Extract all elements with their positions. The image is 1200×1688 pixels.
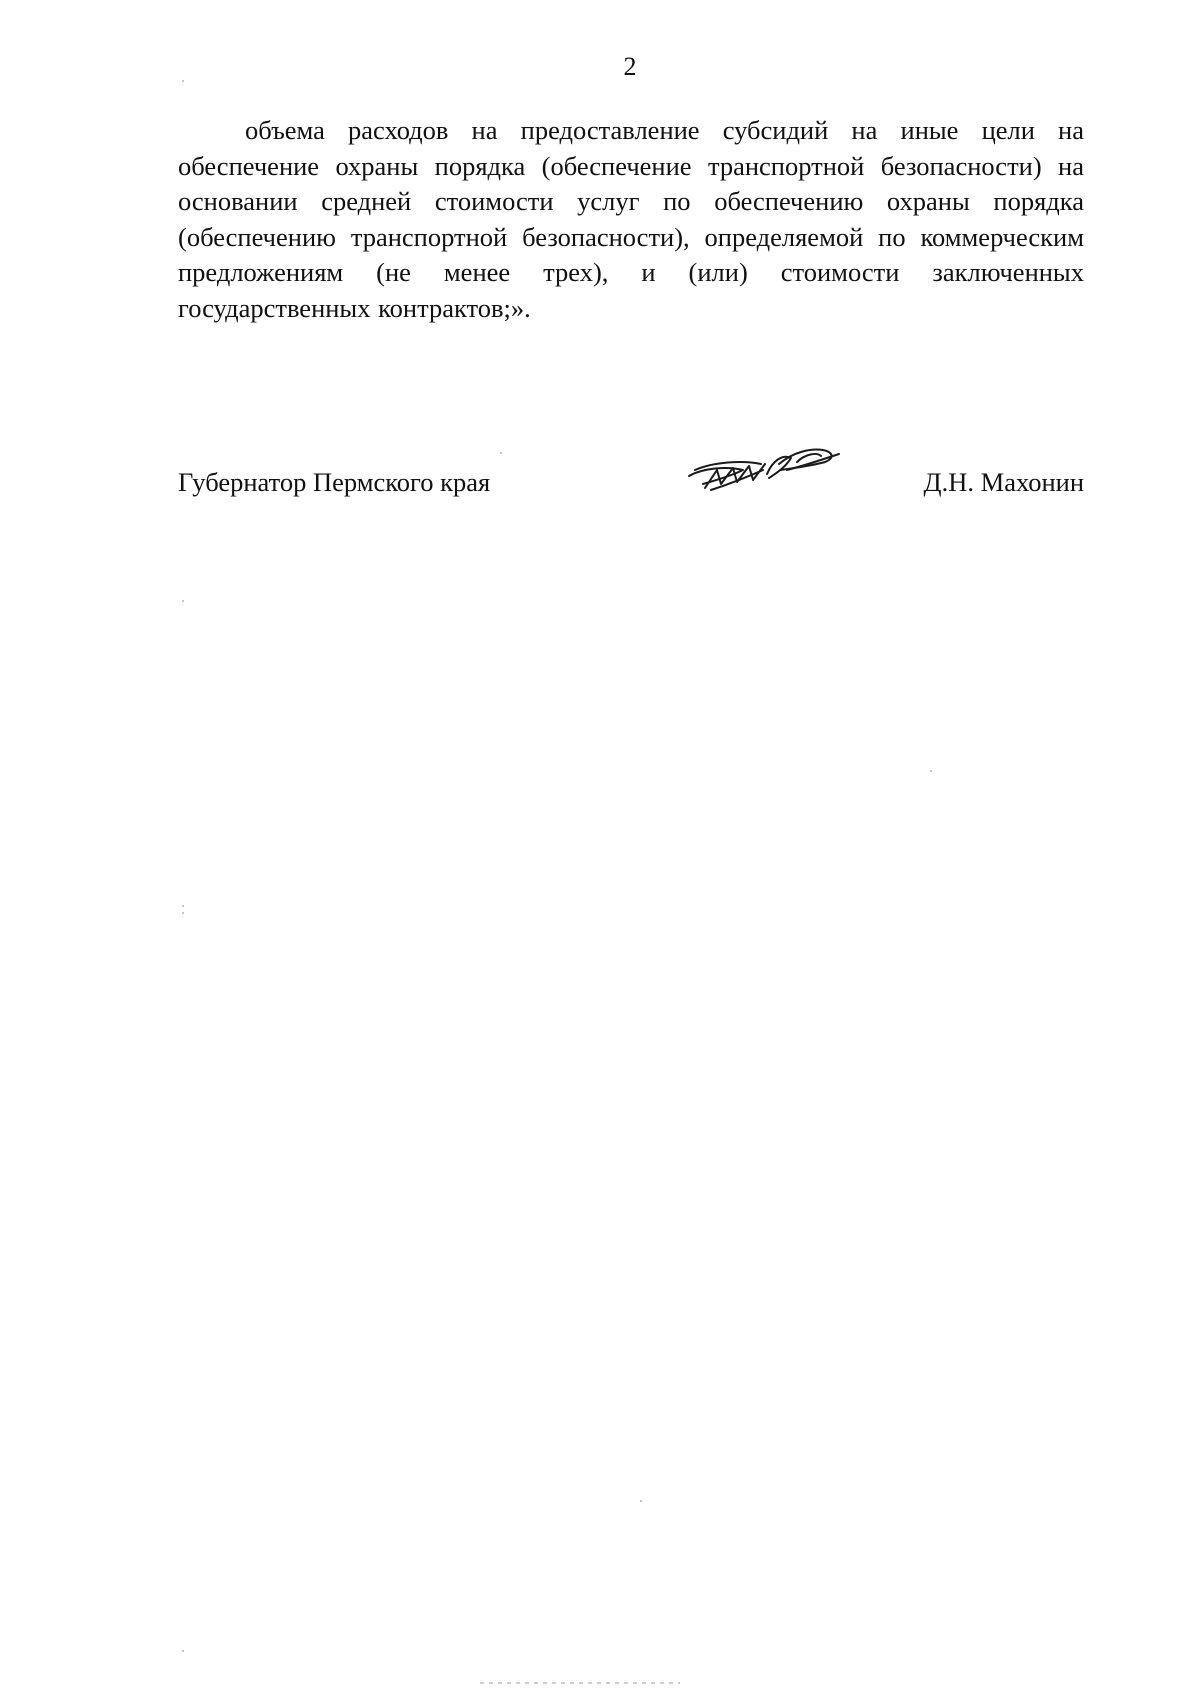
scan-speck [182, 80, 184, 82]
signatory-name: Д.Н. Махонин [923, 467, 1084, 497]
scan-speck [182, 912, 184, 914]
scan-speck [930, 770, 932, 772]
scan-edge [480, 1682, 680, 1684]
body-paragraph: объема расходов на предоставление субсидий на иные цели на обеспечение охраны порядка (обеспечение транспортной безопасности) на основании средней стоимости услуг по обеспечению охраны порядка (обеспечению транспортной безопасности), определяемой по коммерческим предложениям (не менее трех), и (или) стоимости заключенных государственных контрактов;». [178, 115, 1084, 323]
scan-speck [640, 1500, 642, 1502]
handwritten-signature [683, 440, 845, 502]
scan-speck [500, 452, 502, 454]
page-number: 2 [623, 52, 637, 81]
scan-speck [182, 905, 184, 907]
signatory-position: Губернатор Пермского края [178, 467, 491, 497]
scan-speck [182, 1650, 184, 1652]
signature-block [178, 465, 1084, 505]
scan-speck [182, 600, 184, 602]
